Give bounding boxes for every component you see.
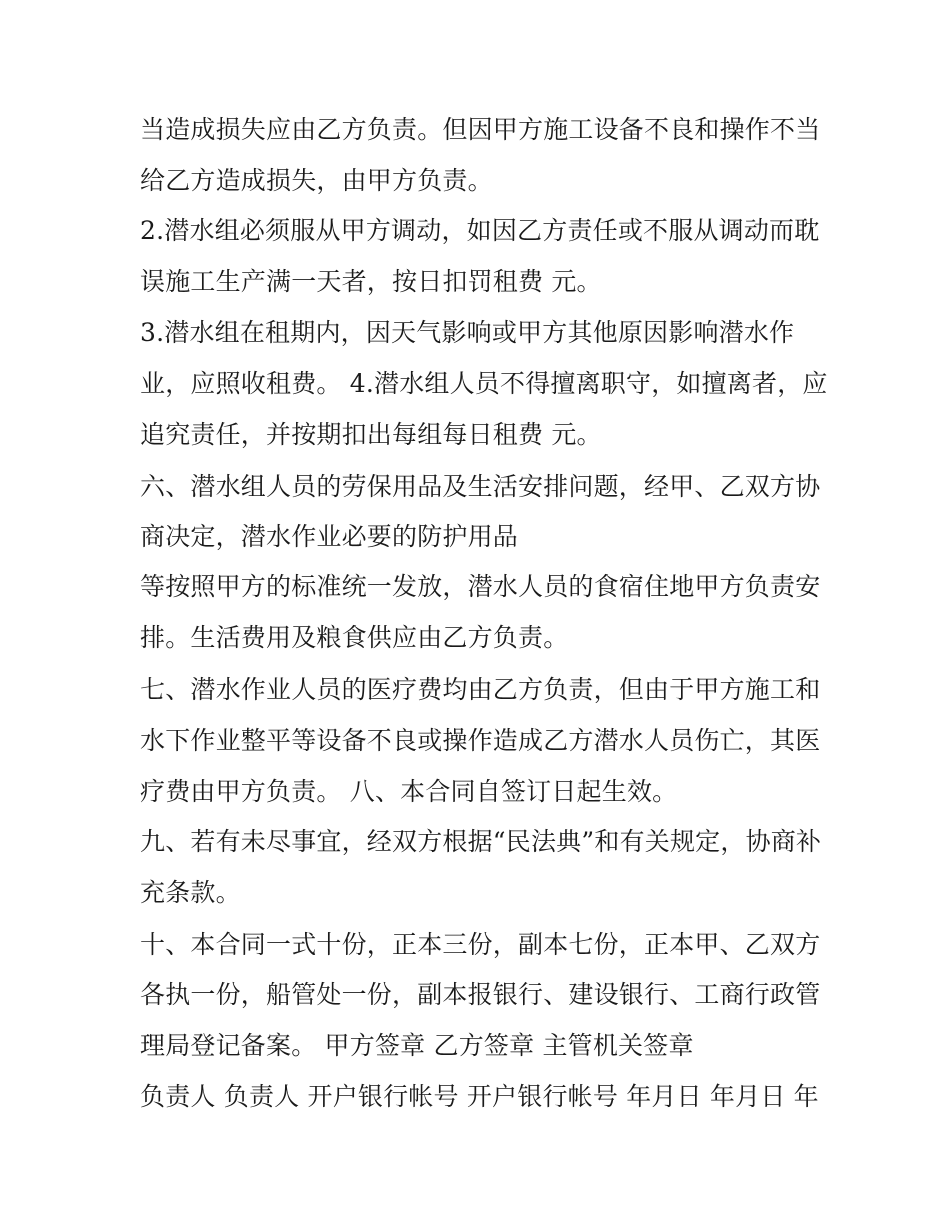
text-line: 各执一份，船管处一份，副本报银行、建设银行、工商行政管 xyxy=(140,980,821,1009)
text-line: 2.潜水组必须服从甲方调动，如因乙方责任或不服从调动而耽 xyxy=(140,216,820,245)
text-line: 3.潜水组在租期内，因天气影响或甲方其他原因影响潜水作 xyxy=(140,318,795,347)
text-line: 等按照甲方的标准统一发放，潜水人员的食宿住地甲方负责安 xyxy=(140,572,821,601)
text-line: 追究责任，并按期扣出每组每日租费 元。 xyxy=(140,420,602,449)
text-line: 当造成损失应由乙方负责。但因甲方施工设备不良和操作不当 xyxy=(140,115,821,144)
text-line: 商决定，潜水作业必要的防护用品 xyxy=(140,522,519,551)
text-line: 负责人 负责人 开户银行帐号 开户银行帐号 年月日 年月日 年 xyxy=(140,1082,819,1111)
text-line: 水下作业整平等设备不良或操作造成乙方潜水人员伤亡，其医 xyxy=(140,726,821,755)
text-line: 六、潜水组人员的劳保用品及生活安排问题，经甲、乙双方协 xyxy=(140,472,821,501)
text-line: 理局登记备案。 甲方签章 乙方签章 主管机关签章 xyxy=(140,1031,694,1060)
text-line: 九、若有未尽事宜，经双方根据“民法典”和有关规定，协商补 xyxy=(140,827,822,856)
text-line: 排。生活费用及粮食供应由乙方负责。 xyxy=(140,623,569,652)
text-line: 给乙方造成损失，由甲方负责。 xyxy=(140,166,493,195)
text-line: 误施工生产满一天者，按日扣罚租费 元。 xyxy=(140,267,602,296)
text-line: 业，应照收租费。 4.潜水组人员不得擅离职守，如擅离者，应 xyxy=(140,369,828,398)
text-line: 七、潜水作业人员的医疗费均由乙方负责，但由于甲方施工和 xyxy=(140,675,821,704)
text-line: 疗费由甲方负责。 八、本合同自签订日起生效。 xyxy=(140,777,678,806)
text-line: 十、本合同一式十份，正本三份，副本七份，正本甲、乙双方 xyxy=(140,930,821,959)
text-line: 充条款。 xyxy=(140,878,241,907)
